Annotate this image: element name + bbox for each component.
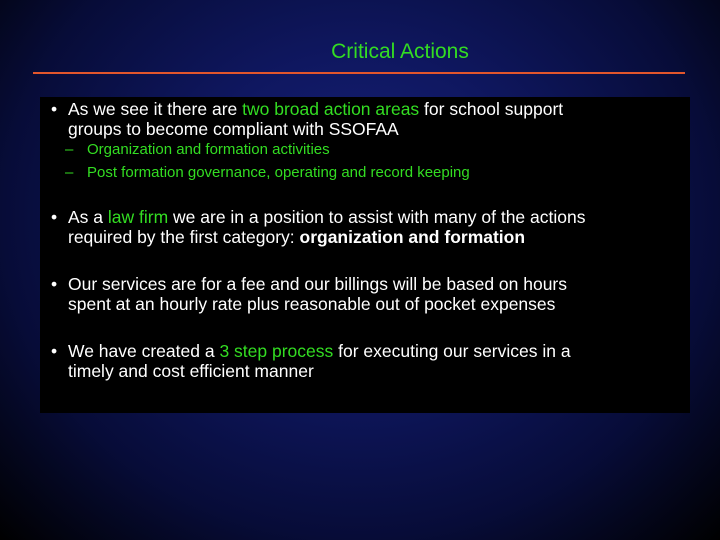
bullet-2-line-2 xyxy=(68,227,688,247)
bullet-2-line-1 xyxy=(68,207,688,227)
bullet-2 xyxy=(51,207,688,247)
bullet-3-line-2: spent at an hourly rate plus reasonable out of pocket expenses xyxy=(68,294,556,314)
bullet-1-line-1 xyxy=(68,99,688,119)
bullet-2-text: As a xyxy=(68,207,108,227)
bullet-4-line-1 xyxy=(68,341,688,361)
bullet-1 xyxy=(51,99,688,139)
bullet-dot: • xyxy=(51,207,58,227)
bullet-4-line-2: timely and cost efficient manner xyxy=(68,361,314,381)
bullet-1-line-2: groups to become compliant with SSOFAA xyxy=(68,119,399,139)
subitem-2-text: Post formation governance, operating and record keeping xyxy=(87,164,470,181)
bullet-4 xyxy=(51,341,688,381)
bullet-dot: • xyxy=(51,274,58,294)
content-panel xyxy=(40,97,690,413)
bullet-1-text: As we see it there are xyxy=(68,99,243,119)
bullet-3 xyxy=(51,274,688,314)
subitem-2 xyxy=(65,163,647,183)
bullet-3-line-1: Our services are for a fee and our billings will be based on hours xyxy=(68,274,568,294)
bullet-4-text-cont: for executing our services in a xyxy=(333,341,571,361)
dash-marker: – xyxy=(65,164,74,181)
subitem-1-text: Organization and formation activities xyxy=(87,141,330,158)
bullet-dot: • xyxy=(51,99,58,119)
subitem-1 xyxy=(65,140,647,160)
bullet-4-text: We have created a xyxy=(68,341,220,361)
bullet-2-text-cont: we are in a position to assist with many of the actions xyxy=(168,207,586,227)
bullet-dot: • xyxy=(51,341,58,361)
dash-marker: – xyxy=(65,141,74,158)
title-divider xyxy=(33,72,685,74)
bullet-1-text-cont: for school support xyxy=(419,99,564,119)
bullet-2-line-2-text: required by the first category: xyxy=(68,227,300,247)
slide-title: Critical Actions xyxy=(331,40,469,63)
bullet-2-bold-text: organization and formation xyxy=(299,227,526,247)
bullet-1-highlight: two broad action areas xyxy=(242,99,420,119)
bullet-2-highlight: law firm xyxy=(107,207,169,227)
bullet-4-highlight: 3 step process xyxy=(219,341,334,361)
